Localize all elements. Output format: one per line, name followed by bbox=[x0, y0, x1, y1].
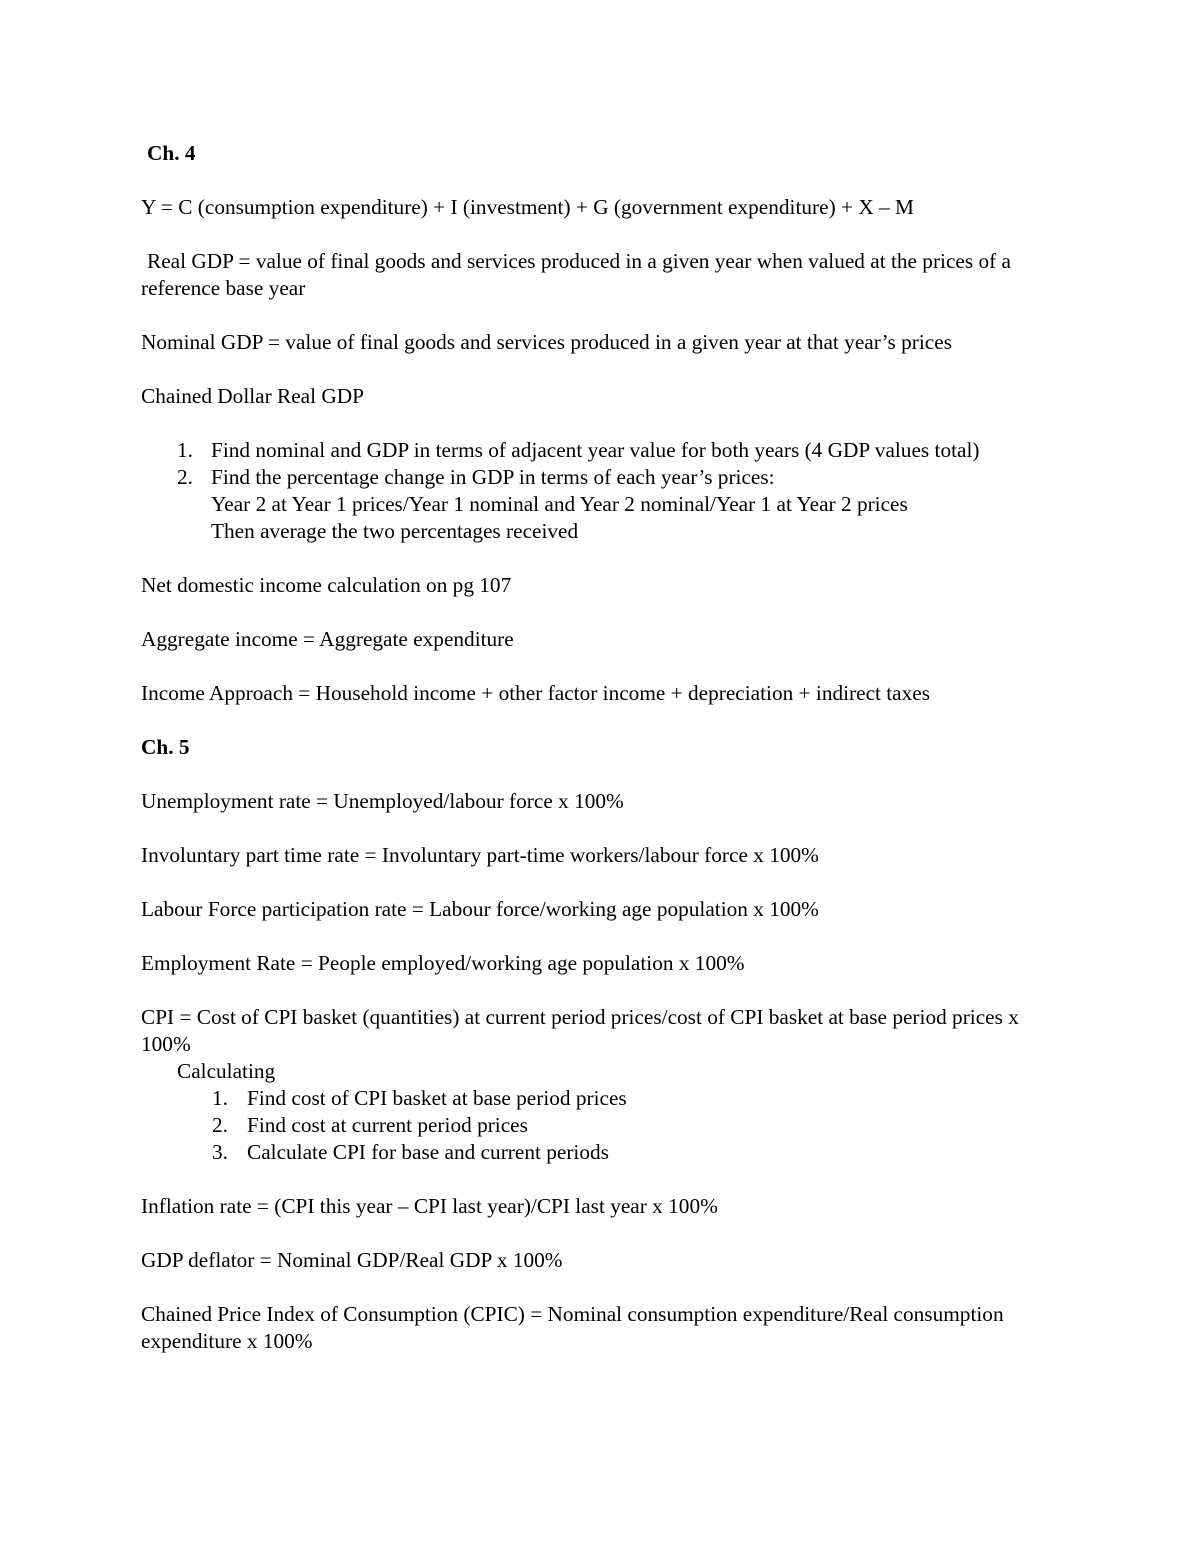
gdp-equation: Y = C (consumption expenditure) + I (investment) + G (government expenditure) + X – M bbox=[141, 195, 914, 219]
unemployment-rate: Unemployment rate = Unemployed/labour force x 100% bbox=[141, 789, 624, 813]
net-domestic-income: Net domestic income calculation on pg 107 bbox=[141, 573, 512, 597]
list-number: 1. bbox=[212, 1086, 228, 1110]
document-page bbox=[141, 140, 1061, 1382]
inflation-rate: Inflation rate = (CPI this year – CPI last year)/CPI last year x 100% bbox=[141, 1194, 718, 1218]
list-number: 3. bbox=[212, 1140, 228, 1164]
chained-price-index: Chained Price Index of Consumption (CPIC) = Nominal consumption expenditure/Real consumption expenditure x 100% bbox=[141, 1302, 1004, 1353]
list-item bbox=[141, 1085, 1061, 1112]
list-number: 2. bbox=[177, 465, 193, 489]
chained-dollar-steps bbox=[141, 437, 1061, 545]
list-text: Find cost of CPI basket at base period prices bbox=[247, 1086, 627, 1110]
cpi-section bbox=[141, 1004, 1061, 1166]
list-text: Find cost at current period prices bbox=[247, 1113, 528, 1137]
list-item bbox=[141, 1139, 1061, 1166]
list-number: 1. bbox=[177, 438, 193, 462]
real-gdp-definition bbox=[141, 248, 1061, 302]
list-text: Find nominal and GDP in terms of adjacent year value for both years (4 GDP values total) bbox=[211, 438, 980, 462]
chained-dollar-title: Chained Dollar Real GDP bbox=[141, 384, 364, 408]
cpi-definition: CPI = Cost of CPI basket (quantities) at current period prices/cost of CPI basket at base period prices x 100% bbox=[141, 1005, 1019, 1056]
chapter-4-heading: Ch. 4 bbox=[147, 141, 196, 165]
chapter-5-heading: Ch. 5 bbox=[141, 735, 190, 759]
list-item bbox=[141, 1112, 1061, 1139]
involuntary-part-time-rate: Involuntary part time rate = Involuntary part-time workers/labour force x 100% bbox=[141, 843, 819, 867]
list-item bbox=[141, 464, 1061, 545]
list-text: Then average the two percentages received bbox=[211, 519, 579, 543]
list-text: Year 2 at Year 1 prices/Year 1 nominal and Year 2 nominal/Year 1 at Year 2 prices bbox=[211, 492, 908, 516]
calculating-label: Calculating bbox=[177, 1059, 276, 1083]
real-gdp-text: Real GDP = value of final goods and services produced in a given year when valued at the prices of a reference base year bbox=[141, 249, 1011, 300]
employment-rate: Employment Rate = People employed/working age population x 100% bbox=[141, 951, 745, 975]
aggregate-income: Aggregate income = Aggregate expenditure bbox=[141, 627, 514, 651]
list-text: Find the percentage change in GDP in terms of each year’s prices: bbox=[211, 465, 775, 489]
list-number: 2. bbox=[212, 1113, 228, 1137]
income-approach: Income Approach = Household income + other factor income + depreciation + indirect taxes bbox=[141, 681, 931, 705]
cpi-calculation-steps bbox=[141, 1085, 1061, 1166]
list-text: Calculate CPI for base and current periods bbox=[247, 1140, 609, 1164]
labour-force-participation-rate: Labour Force participation rate = Labour force/working age population x 100% bbox=[141, 897, 819, 921]
gdp-deflator: GDP deflator = Nominal GDP/Real GDP x 100% bbox=[141, 1248, 563, 1272]
nominal-gdp-definition: Nominal GDP = value of final goods and services produced in a given year at that year’s prices bbox=[141, 330, 952, 354]
list-item bbox=[141, 437, 1061, 464]
